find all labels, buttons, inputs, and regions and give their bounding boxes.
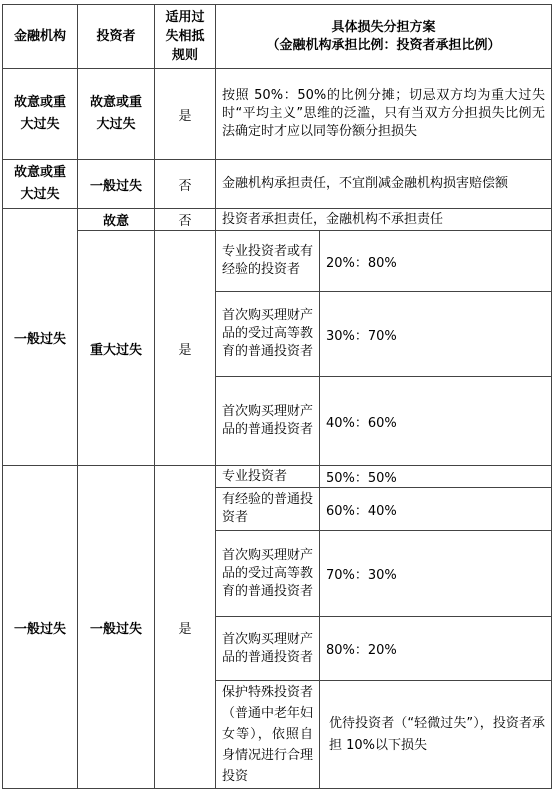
cell-rule: 是 (155, 69, 216, 160)
header-rule: 适用过失相抵规则 (155, 5, 216, 69)
header-row (3, 5, 552, 69)
cell-plan: 金融机构承担责任，不宜削减金融机构损害赔偿额 (216, 160, 552, 209)
cell-plan: 按照 50%：50%的比例分摊；切忌双方均为重大过失时“平均主义”思维的泛滥，只有当双方分担损失比例无法确定时才应以同等份额分担损失 (216, 69, 552, 160)
header-plan-line1: 具体损失分担方案 (331, 19, 436, 35)
cell-investor-type: 有经验的普通投资者 (216, 488, 320, 531)
cell-ratio: 30%：70% (320, 292, 552, 377)
table-row (3, 160, 552, 209)
cell-investor-type: 首次购买理财产品的普通投资者 (216, 377, 320, 466)
cell-institution: 一般过失 (3, 466, 78, 789)
cell-plan: 投资者承担责任，金融机构不承担责任 (216, 209, 552, 231)
table-row (3, 209, 552, 231)
cell-ratio: 50%：50% (320, 466, 552, 488)
header-plan (216, 5, 552, 69)
cell-ratio: 优待投资者（“轻微过失”），投资者承担 10%以下损失 (320, 681, 552, 789)
cell-rule: 否 (155, 209, 216, 231)
cell-investor-type: 保护特殊投资者（普通中老年妇女等），依照自身情况进行合理投资 (216, 681, 320, 789)
loss-allocation-table (2, 4, 552, 789)
cell-ratio: 40%：60% (320, 377, 552, 466)
cell-rule: 否 (155, 160, 216, 209)
header-plan-line2: （金融机构承担比例：投资者承担比例） (266, 37, 501, 53)
cell-investor-type: 首次购买理财产品的受过高等教育的普通投资者 (216, 292, 320, 377)
table-row (3, 231, 552, 292)
cell-investor-type: 专业投资者 (216, 466, 320, 488)
cell-ratio: 60%：40% (320, 488, 552, 531)
cell-ratio: 20%：80% (320, 231, 552, 292)
cell-investor: 故意或重大过失 (78, 69, 155, 160)
cell-investor: 故意 (78, 209, 155, 231)
cell-institution: 故意或重大过失 (3, 160, 78, 209)
cell-ratio: 70%：30% (320, 531, 552, 617)
cell-investor: 一般过失 (78, 466, 155, 789)
table-row (3, 466, 552, 488)
cell-institution: 故意或重大过失 (3, 69, 78, 160)
cell-investor-type: 首次购买理财产品的普通投资者 (216, 617, 320, 681)
header-investor: 投资者 (78, 5, 155, 69)
cell-investor-type: 专业投资者或有经验的投资者 (216, 231, 320, 292)
cell-institution: 一般过失 (3, 209, 78, 466)
cell-investor-type: 首次购买理财产品的受过高等教育的普通投资者 (216, 531, 320, 617)
cell-rule: 是 (155, 231, 216, 466)
table-row (3, 69, 552, 160)
header-institution: 金融机构 (3, 5, 78, 69)
cell-investor: 重大过失 (78, 231, 155, 466)
cell-rule: 是 (155, 466, 216, 789)
cell-investor: 一般过失 (78, 160, 155, 209)
cell-ratio: 80%：20% (320, 617, 552, 681)
